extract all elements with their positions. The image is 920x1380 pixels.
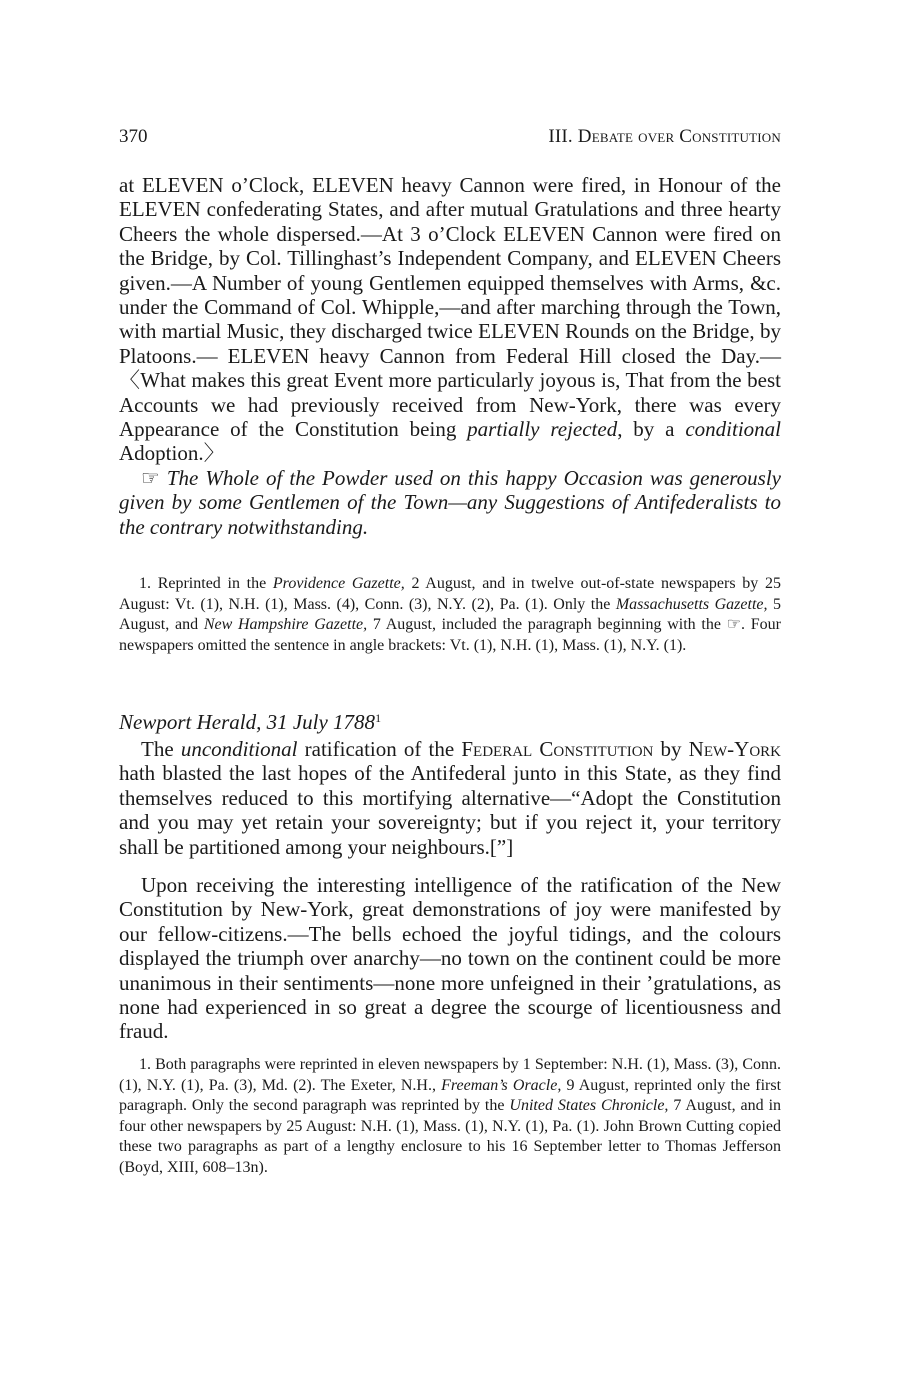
- paragraph-text: by: [653, 737, 689, 761]
- newspaper-title: United States Chronicle,: [509, 1097, 669, 1115]
- powder-note-paragraph: [119, 466, 781, 539]
- italic-phrase: conditional: [685, 417, 781, 442]
- paragraph-text: at ELEVEN o’Clock, ELEVEN heavy Cannon were fired, in Honour of the ELEVEN confederating States, and after mutual Gratulations and three hearty Cheers the whole dispersed.—At 3 o’Clock ELEVEN Cannon were fired on the Bridge, by Col. Tillinghast’s Independent Company, and ELEVEN Cheers given.—A Number of young Gentlemen equipped themselves with Arms, &c. under the Command of Col. Whipple,—and after marching through the Town, with martial Music, they discharged twice ELEVEN Rounds on the Bridge, by Platoons.— ELEVEN heavy Cannon from Federal Hill closed the Day.—〈What makes this great Event more particularly joyous is, That from the best Accounts we had previously received from New-York, there was every Appearance of the Constitution being: [119, 173, 781, 442]
- paragraph-text: Upon receiving the interesting intelligence of the ratification of the New Constitution by New-York, great demonstrations of joy were manifested by our fellow-citizens.—The bells echoed the joyful tidings, and the colours displayed the triumph over anarchy—no town on the continent could be more unanimous in their sentiments—none more unfeigned in their ’gratulations, as none had experienced in so great a degree the scourge of licentiousness and fraud.: [119, 873, 781, 1044]
- footnote-text: 2 August, and in twelve out-of-state newspapers by 25 August: Vt. (1), N.H. (1), Mass. (4), Conn. (3), N.Y. (2), Pa. (1). Only the: [119, 575, 781, 613]
- manicule-icon: ☞: [726, 616, 742, 634]
- footnote-2: [119, 1055, 781, 1179]
- paragraph-text: , by a: [617, 417, 686, 442]
- paragraph-text: ratification of the: [297, 737, 462, 761]
- small-caps-phrase: Federal Constitution: [461, 737, 654, 761]
- small-caps-phrase: New-York: [688, 737, 781, 761]
- document-heading: [119, 705, 781, 735]
- footnote-text: 1. Reprinted in the: [139, 575, 273, 592]
- footnote-text: . Four newspapers omitted the sentence in angle brackets: Vt. (1), N.H. (1), Mass. (1), N.Y. (1).: [119, 616, 781, 654]
- article-paragraph: [119, 173, 781, 466]
- newspaper-title: Providence Gazette,: [272, 575, 405, 592]
- newspaper-title: Freeman’s Oracle,: [441, 1076, 562, 1094]
- italic-paragraph-text: The Whole of the Powder used on this happy Occasion was generously given by some Gentlemen of the Town—any Suggestions of Antifederalists to the contrary notwithstanding.: [119, 465, 781, 539]
- paragraph-text: The: [141, 737, 181, 761]
- italic-phrase: partially rejected: [467, 417, 618, 442]
- page-number: 370: [119, 126, 148, 147]
- footnote-text: 1. Both paragraphs were reprinted in eleven newspapers by 1 September: N.H. (1), Mass. (3), Conn. (1), N.Y. (1), Pa. (3), Md. (2). The Exeter, N.H.,: [119, 1056, 781, 1094]
- newspaper-title: Massachusetts Gazette,: [615, 595, 768, 613]
- article-paragraph-2: [119, 873, 781, 1044]
- footnote-text: 9 August, reprinted only the first paragraph. Only the second paragraph was reprinted by the: [119, 1076, 782, 1115]
- article-paragraph-1: [119, 737, 781, 859]
- italic-word: unconditional: [180, 737, 298, 761]
- continued-article-text: [119, 173, 781, 539]
- section-title: III. Debate over Constitution: [548, 126, 781, 147]
- footnote-text: 7 August, and in four other newspapers by 25 August: N.H. (1), Mass. (1), N.Y. (1), Pa. (1). John Brown Cutting copied these two paragraphs as part of a lengthy enclosure to his 16 September letter to Thomas Jefferson (Boyd, XIII, 608–13n).: [119, 1097, 782, 1176]
- footnote-text: 5 August, and: [119, 595, 782, 634]
- footnote-1: [119, 574, 781, 656]
- paragraph-text: hath blasted the last hopes of the Antifederal junto in this State, as they find themselves reduced to this mortifying alternative—“Adopt the Constitution and you may yet retain your sovereignty; but if you reject it, your territory shall be partitioned among your neighbours.[”]: [119, 761, 781, 859]
- running-head: [119, 122, 781, 152]
- document-title: Newport Herald, 31 July 1788: [119, 710, 376, 734]
- manicule-icon: ☞: [141, 465, 160, 490]
- newspaper-title: New Hampshire Gazette,: [203, 616, 368, 634]
- footnote-text: 7 August, included the paragraph beginning with the: [367, 616, 727, 634]
- footnote-reference: 1: [375, 711, 382, 725]
- paragraph-text: Adoption.〉: [119, 441, 225, 466]
